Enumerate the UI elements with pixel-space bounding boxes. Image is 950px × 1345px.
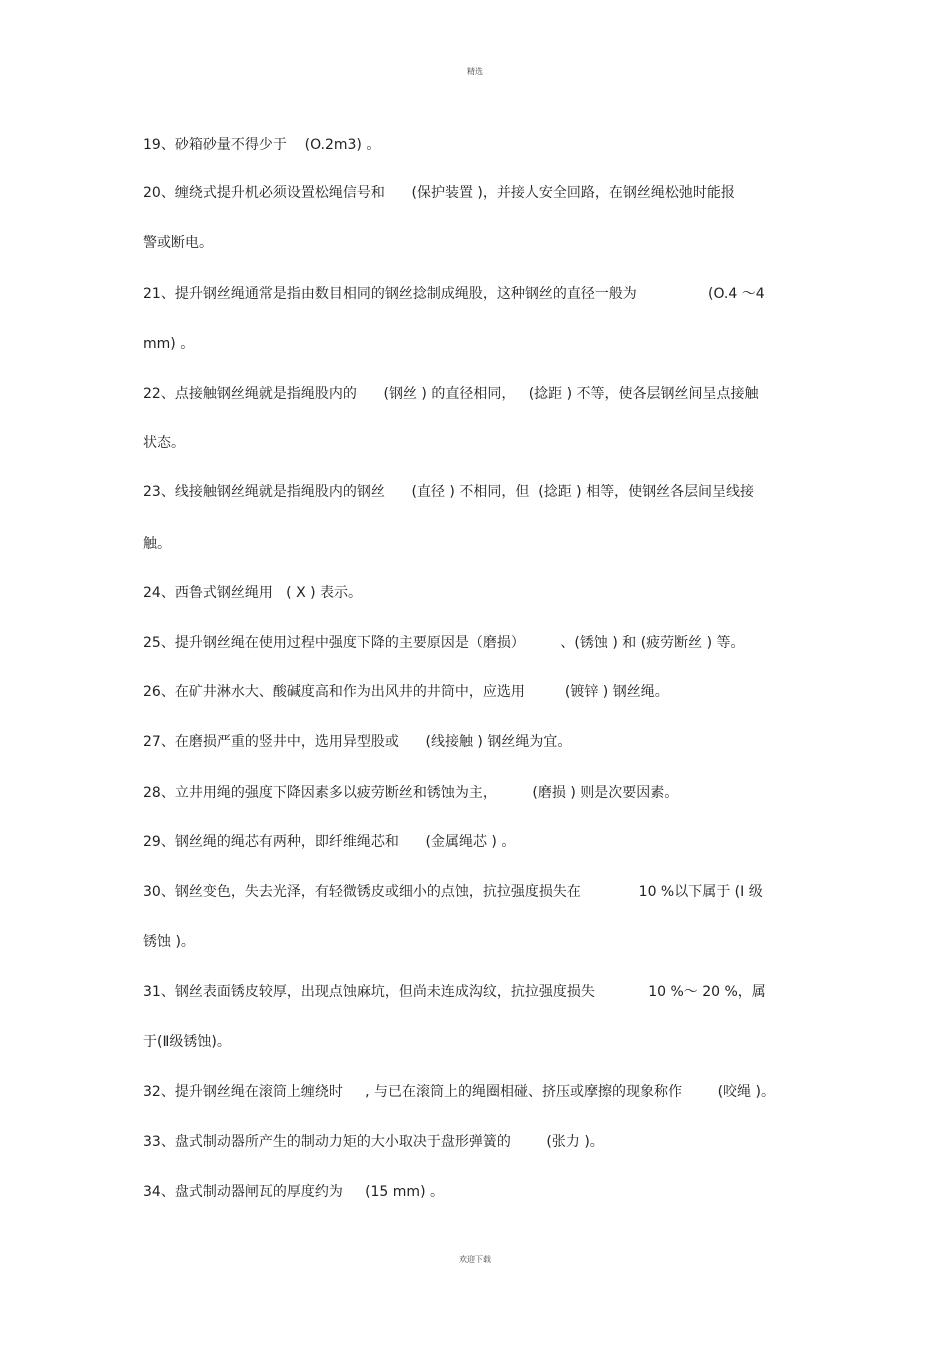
text-line: 29、钢丝绳的绳芯有两种，即纤维绳芯和 (金属绳芯 ) 。 (143, 834, 516, 850)
text-line: 28、立井用绳的强度下降因素多以疲劳断丝和锈蚀为主， (磨损 ) 则是次要因素。 (143, 785, 679, 801)
text-line: 20、缠绕式提升机必须设置松绳信号和 (保护装置 )，并接人安全回路，在钢丝绳松弛时能报 (143, 185, 735, 201)
text-line: 触。 (143, 536, 171, 552)
text-line: mm) 。 (143, 336, 195, 352)
text-line: 23、线接触钢丝绳就是指绳股内的钢丝 (直径 ) 不相同，但 (捻距 ) 相等，使钢丝各层间呈线接 (143, 484, 755, 500)
text-line: 26、在矿井淋水大、酸碱度高和作为出风井的井筒中，应选用 (镀锌 ) 钢丝绳。 (143, 684, 669, 700)
text-line: 24、西鲁式钢丝绳用 ( X ) 表示。 (143, 585, 363, 601)
page-footer: 欢迎下载 (459, 1255, 491, 1264)
text-line: 34、盘式制动器闸瓦的厚度约为 (15 mm) 。 (143, 1184, 444, 1200)
text-line: 21、提升钢丝绳通常是指由数目相同的钢丝捻制成绳股，这种钢丝的直径一般为 (O.4 ～4 (143, 286, 765, 302)
text-line: 19、砂箱砂量不得少于 (O.2m3) 。 (143, 137, 381, 153)
text-line: 33、盘式制动器所产生的制动力矩的大小取决于盘形弹簧的 (张力 )。 (143, 1134, 604, 1150)
text-line: 22、点接触钢丝绳就是指绳股内的 (钢丝 ) 的直径相同， (捻距 ) 不等，使各层钢丝间呈点接触 (143, 386, 759, 402)
text-line: 锈蚀 )。 (143, 934, 195, 950)
text-line: 30、钢丝变色，失去光泽，有轻微锈皮或细小的点蚀，抗拉强度损失在 10 %以下属于 (I 级 (143, 884, 763, 900)
text-line: 警或断电。 (143, 235, 213, 251)
page-header: 精选 (467, 67, 483, 76)
text-line: 27、在磨损严重的竖井中，选用异型股或 (线接触 ) 钢丝绳为宜。 (143, 734, 572, 750)
text-line: 31、钢丝表面锈皮较厚，出现点蚀麻坑，但尚未连成沟纹，抗拉强度损失 10 %～ 20 %，属 (143, 984, 766, 1000)
text-line: 于(Ⅱ级锈蚀)。 (143, 1034, 231, 1050)
text-line: 状态。 (143, 435, 185, 451)
text-line: 25、提升钢丝绳在使用过程中强度下降的主要原因是（磨损） 、(锈蚀 ) 和 (疲劳断丝 ) 等。 (143, 635, 745, 651)
text-line: 32、提升钢丝绳在滚筒上缠绕时 , 与已在滚筒上的绳圈相碰、挤压或摩擦的现象称作 (咬绳 )。 (143, 1084, 775, 1100)
